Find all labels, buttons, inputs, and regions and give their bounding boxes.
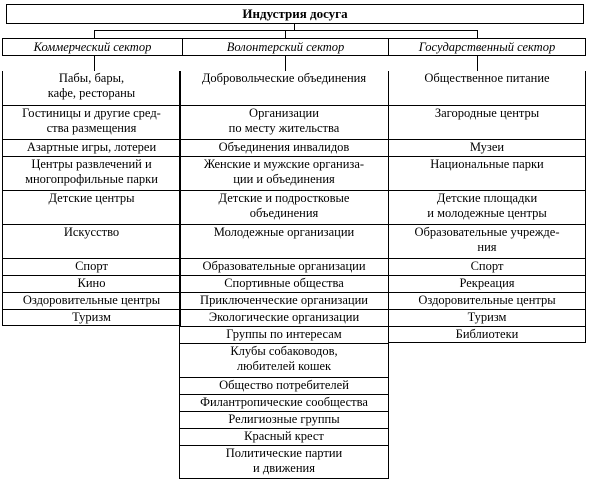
volunteer-item: Религиозные группы: [180, 411, 388, 428]
government-item: Детские площадки и молодежные центры: [389, 190, 585, 224]
branch-volunteer: [285, 30, 286, 38]
commercial-item: Оздоровительные центры: [3, 292, 180, 309]
volunteer-item: Красный крест: [180, 428, 388, 445]
government-item: Образовательные учрежде- ния: [389, 224, 585, 258]
volunteer-item: Политические партии и движения: [180, 445, 388, 479]
commercial-item: Спорт: [3, 258, 180, 275]
volunteer-item: Детские и подростковые объединения: [180, 190, 388, 224]
commercial-item: Кино: [3, 275, 180, 292]
sector-government-header: Государственный сектор: [388, 38, 586, 56]
volunteer-item: Объединения инвалидов: [180, 139, 388, 156]
branch-government: [477, 30, 478, 38]
commercial-item: Искусство: [3, 224, 180, 258]
commercial-item: Детские центры: [3, 190, 180, 224]
volunteer-item: Женские и мужские организа- ции и объединения: [180, 156, 388, 190]
volunteer-item: Группы по интересам: [180, 326, 388, 343]
government-item: Оздоровительные центры: [389, 292, 585, 309]
government-item: Национальные парки: [389, 156, 585, 190]
volunteer-item: Молодежные организации: [180, 224, 388, 258]
government-item: Библиотеки: [389, 326, 585, 343]
volunteer-item: Спортивные общества: [180, 275, 388, 292]
sector-volunteer-list: [179, 71, 389, 479]
commercial-item: Центры развлечений и многопрофильные парки: [3, 156, 180, 190]
government-item: Общественное питание: [424, 71, 550, 85]
sector-volunteer-header: Волонтерский сектор: [182, 38, 389, 56]
commercial-item: Азартные игры, лотереи: [3, 139, 180, 156]
sector-commercial-header: Коммерческий сектор: [2, 38, 183, 56]
government-item: Туризм: [389, 309, 585, 326]
volunteer-item: Добровольческие объединения: [201, 71, 367, 85]
government-item: Загородные центры: [389, 105, 585, 139]
volunteer-item: Организации по месту жительства: [180, 105, 388, 139]
government-item: Музеи: [389, 139, 585, 156]
volunteer-item: Общество потребителей: [180, 377, 388, 394]
government-item: Рекреация: [389, 275, 585, 292]
volunteer-item: Экологические организации: [180, 309, 388, 326]
volunteer-item: Клубы собаководов, любителей кошек: [180, 343, 388, 377]
commercial-item: Гостиницы и другие сред- ства размещения: [3, 105, 180, 139]
branch-commercial: [94, 30, 95, 38]
diagram-title: Индустрия досуга: [6, 4, 584, 24]
sector-commercial-list: [2, 71, 181, 326]
volunteer-item: Приключенческие организации: [180, 292, 388, 309]
commercial-item: Туризм: [3, 309, 180, 326]
link-volunteer: [285, 56, 286, 71]
commercial-item: Пабы, бары, кафе, рестораны: [47, 71, 136, 100]
volunteer-item: Филантропические сообщества: [180, 394, 388, 411]
volunteer-item: Образовательные организации: [180, 258, 388, 275]
link-government: [477, 56, 478, 71]
link-commercial: [94, 56, 95, 71]
sector-government-list: [388, 71, 586, 343]
government-item: Спорт: [389, 258, 585, 275]
